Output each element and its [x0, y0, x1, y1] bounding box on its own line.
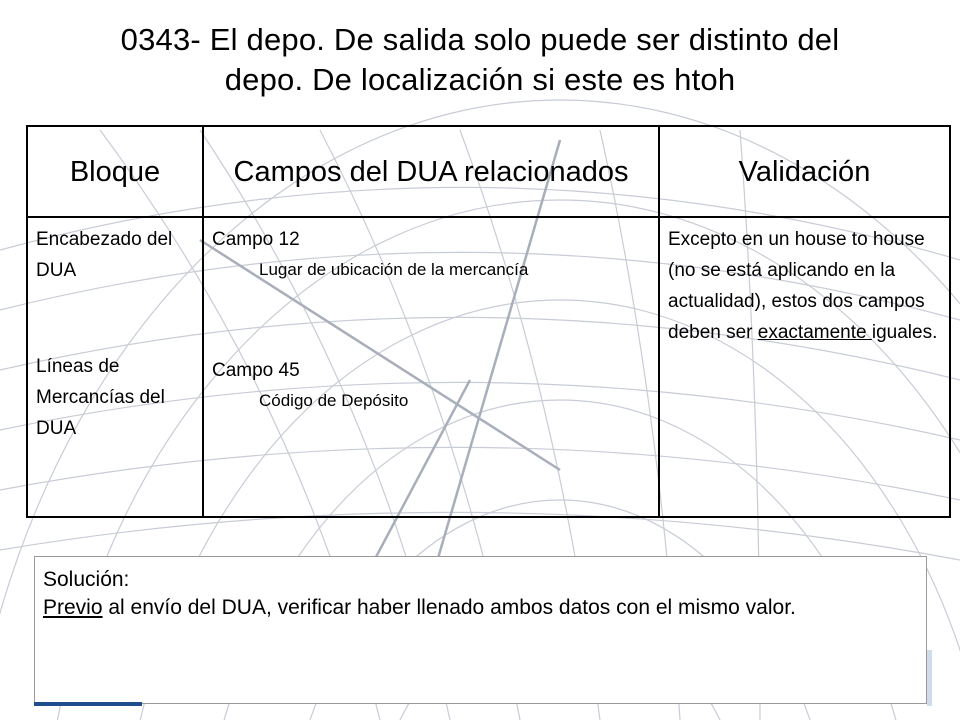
validacion-text-end: iguales.	[871, 322, 938, 343]
table-header-row	[27, 126, 950, 217]
campo-12: Campo 12	[212, 229, 300, 250]
title-line-2: depo. De localización si este es htoh	[224, 62, 736, 97]
solution-emphasis: Previo	[43, 596, 103, 619]
accent-bar	[34, 702, 142, 706]
bloque-cell	[27, 217, 203, 517]
header-validacion: Validación	[659, 126, 950, 217]
campos-cell	[203, 217, 659, 517]
campo-45: Campo 45	[212, 360, 300, 381]
header-campos: Campos del DUA relacionados	[203, 126, 659, 217]
solution-heading: Solución:	[43, 568, 130, 591]
validation-table	[26, 125, 951, 518]
solution-text	[43, 593, 918, 622]
campo-45-description: Código de Depósito	[259, 391, 409, 410]
table-row	[27, 217, 950, 517]
bloque-encabezado: Encabezado del DUA	[36, 229, 173, 281]
slide-title	[20, 20, 940, 100]
accent-side	[927, 650, 932, 706]
solution-body: al envío del DUA, verificar haber llenado ambos datos con el mismo valor.	[102, 596, 796, 619]
validacion-emphasis: exactamente	[757, 322, 872, 343]
campo-12-description: Lugar de ubicación de la mercancía	[259, 260, 529, 279]
header-bloque: Bloque	[27, 126, 203, 217]
validacion-text: Excepto en un house to house (no se está aplicando en la actualidad), estos dos campos deben ser	[668, 229, 925, 343]
validacion-cell	[659, 217, 950, 517]
bloque-lineas: Líneas de Mercancías del DUA	[36, 356, 165, 439]
title-line-1: 0343- El depo. De salida solo puede ser distinto del	[120, 22, 840, 57]
solution-box	[34, 556, 927, 704]
